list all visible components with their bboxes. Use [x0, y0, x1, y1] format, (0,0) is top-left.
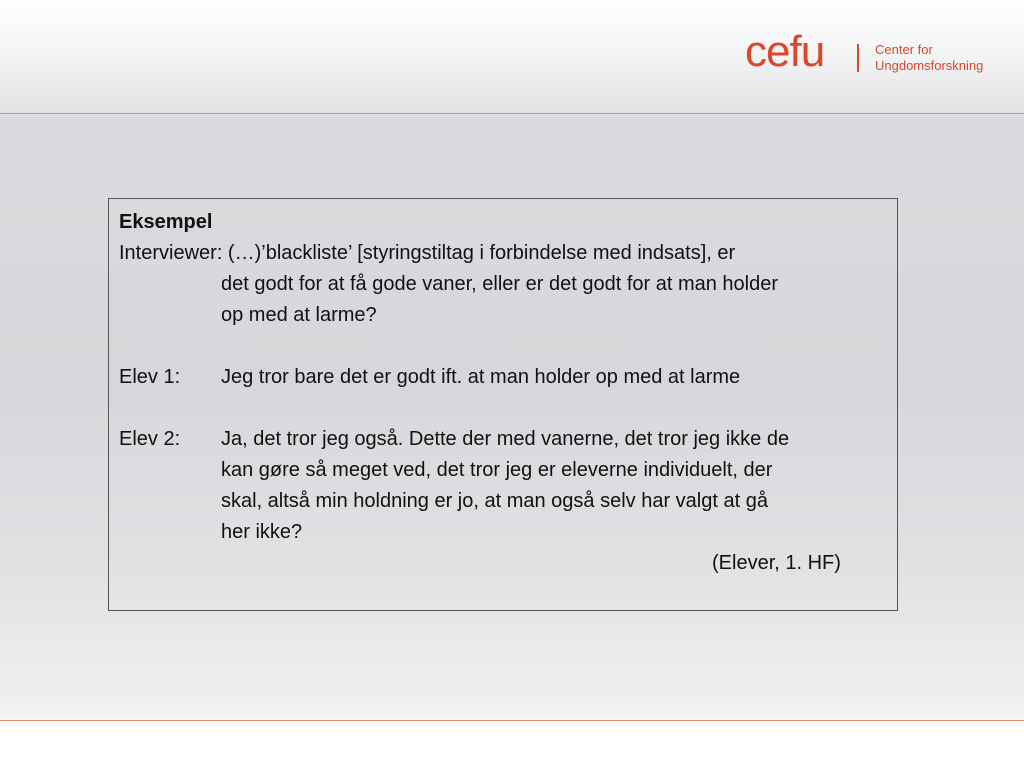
cefu-logo: [745, 27, 995, 80]
elev2-line-2: kan gøre så meget ved, det tror jeg er eleverne individuelt, der: [221, 459, 773, 481]
source-row: [119, 548, 887, 579]
interviewer-line-2: det godt for at få gode vaner, eller er det godt for at man holder: [221, 273, 779, 295]
quote-heading: Eksempel: [119, 211, 213, 233]
logo-separator: [857, 44, 859, 72]
elev1-line-1: Jeg tror bare det er godt ift. at man holder op med at larme: [221, 366, 741, 388]
logo-subtitle-line2: Ungdomsforskning: [875, 58, 984, 73]
elev2-row: [119, 424, 887, 455]
elev2-line-1: Ja, det tror jeg også. Dette der med vanerne, det tror jeg ikke de: [221, 428, 790, 450]
spacer: [119, 393, 887, 424]
logo-subtitle-line1: Center for: [875, 42, 933, 57]
logo-subtitle: [875, 42, 983, 74]
logo-wordmark: cefu: [745, 27, 825, 76]
elev1-speaker: Elev 1:: [119, 366, 181, 388]
elev2-speaker: Elev 2:: [119, 428, 181, 450]
elev2-line-3: skal, altså min holdning er jo, at man også selv har valgt at gå: [221, 490, 768, 512]
header-divider: [0, 113, 1024, 114]
quote-source: (Elever, 1. HF): [712, 552, 841, 574]
elev2-line-4: her ikke?: [221, 521, 303, 543]
elev1-row: [119, 362, 887, 393]
footer-divider: [0, 720, 1024, 721]
quote-box: [108, 198, 898, 611]
spacer: [119, 331, 887, 362]
interviewer-line-1: Interviewer: (…)’blackliste’ [styringstiltag i forbindelse med indsats], er: [119, 242, 736, 264]
interviewer-line-3: op med at larme?: [221, 304, 377, 326]
